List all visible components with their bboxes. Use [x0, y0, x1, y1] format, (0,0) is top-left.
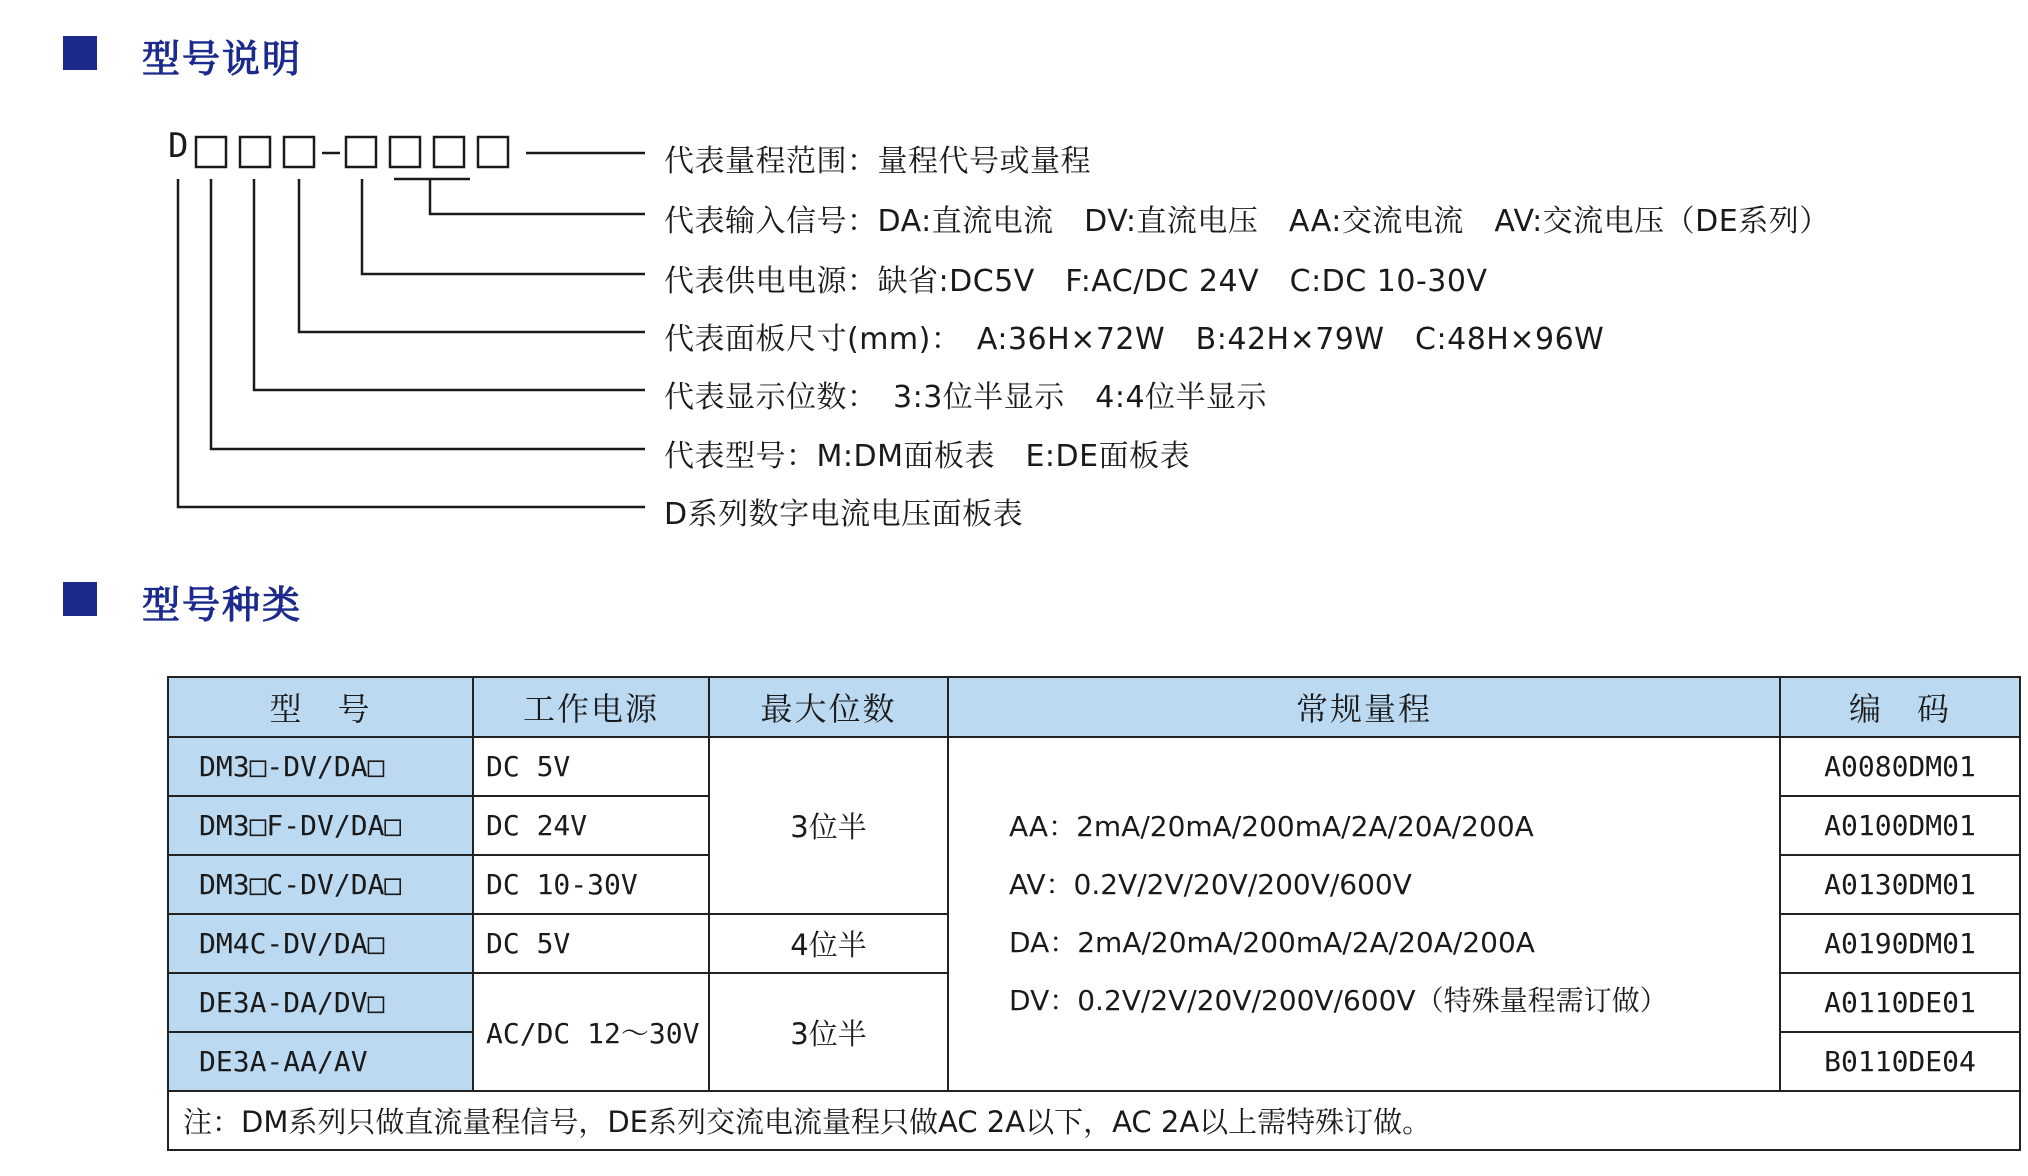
leader-model-type: [211, 179, 645, 449]
header-digits: 最大位数: [709, 677, 948, 737]
model-cell: DM3□F-DV/DA□: [168, 796, 473, 855]
code-cell: A0130DM01: [1780, 855, 2020, 914]
code-cell: B0110DE04: [1780, 1032, 2020, 1091]
range-da: DA：2mA/20mA/200mA/2A/20A/200A: [1009, 926, 1535, 959]
header-model: 型 号: [168, 677, 473, 737]
range-av: AV：0.2V/2V/20V/200V/600V: [1009, 868, 1412, 901]
model-cell: DM4C-DV/DA□: [168, 914, 473, 973]
desc-model-type: 代表型号：M:DM面板表 E:DE面板表: [664, 439, 1191, 474]
code-box-5: [390, 137, 420, 167]
power-cell: DC 24V: [473, 796, 709, 855]
model-prefix: D: [168, 126, 189, 166]
digits-cell: 4位半: [709, 914, 948, 973]
section-title-model-types: 型号种类: [142, 583, 303, 627]
range-cell: [948, 737, 1780, 1091]
code-box-6: [434, 137, 464, 167]
range-dv: DV：0.2V/2V/20V/200V/600V（特殊量程需订做）: [1009, 984, 1668, 1017]
table-header-row: [168, 677, 2020, 737]
code-cell: A0080DM01: [1780, 737, 2020, 796]
desc-range: 代表量程范围：量程代号或量程: [664, 144, 1091, 179]
code-box-1: [196, 137, 226, 167]
model-cell: DE3A-AA/AV: [168, 1032, 473, 1091]
power-cell: DC 5V: [473, 737, 709, 796]
power-cell: DC 5V: [473, 914, 709, 973]
code-cell: A0190DM01: [1780, 914, 2020, 973]
power-cell: DC 10-30V: [473, 855, 709, 914]
leader-series: [178, 179, 645, 507]
code-cell: A0110DE01: [1780, 973, 2020, 1032]
leader-panel-size: [299, 179, 645, 332]
header-code: 编 码: [1780, 677, 2020, 737]
header-range: 常规量程: [948, 677, 1780, 737]
leader-power: [362, 179, 645, 274]
desc-digits: 代表显示位数： 3:3位半显示 4:4位半显示: [664, 380, 1268, 415]
code-box-3: [284, 137, 314, 167]
digits-cell: 3位半: [709, 973, 948, 1091]
digits-cell: 3位半: [709, 737, 948, 914]
table-row: [168, 737, 2020, 796]
table-note: 注：DM系列只做直流量程信号，DE系列交流电流量程只做AC 2A以下，AC 2A以上需特殊订做。: [168, 1091, 2020, 1150]
leader-input-signal-drop: [430, 179, 645, 214]
desc-panel-size: 代表面板尺寸(mm)： A:36H×72W B:42H×79W C:48H×96W: [664, 322, 1605, 357]
desc-power: 代表供电电源：缺省:DC5V F:AC/DC 24V C:DC 10-30V: [664, 264, 1488, 299]
desc-series: D系列数字电流电压面板表: [664, 497, 1024, 532]
header-power: 工作电源: [473, 677, 709, 737]
model-spec-table: [167, 676, 2021, 1151]
power-cell: AC/DC 12～30V: [473, 973, 709, 1091]
leader-digits: [254, 179, 645, 390]
section-title-model-description: 型号说明: [142, 37, 303, 81]
model-cell: DM3□-DV/DA□: [168, 737, 473, 796]
code-box-7: [478, 137, 508, 167]
section-marker-icon: [63, 582, 97, 616]
model-cell: DE3A-DA/DV□: [168, 973, 473, 1032]
code-box-4: [346, 137, 376, 167]
table-note-row: [168, 1091, 2020, 1150]
code-cell: A0100DM01: [1780, 796, 2020, 855]
desc-input-signal: 代表输入信号：DA:直流电流 DV:直流电压 AA:交流电流 AV:交流电压（DE系列）: [664, 204, 1830, 239]
model-cell: DM3□C-DV/DA□: [168, 855, 473, 914]
range-aa: AA：2mA/20mA/200mA/2A/20A/200A: [1009, 810, 1534, 843]
code-box-2: [240, 137, 270, 167]
